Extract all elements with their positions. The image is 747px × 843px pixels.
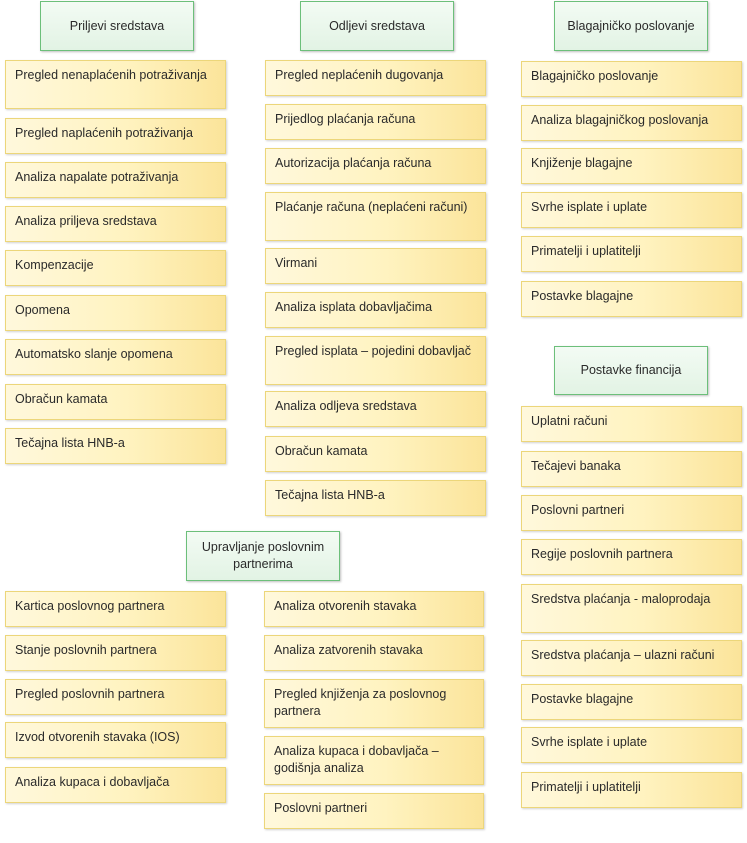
menu-item-partneri-left-2[interactable]: Stanje poslovnih partnera: [5, 635, 226, 671]
menu-item-blagajnicko-4[interactable]: Svrhe isplate i uplate: [521, 192, 742, 228]
menu-item-partneri-right-4[interactable]: Analiza kupaca i dobavljača – godišnja analiza: [264, 736, 484, 785]
menu-item-priljevi-4[interactable]: Analiza priljeva sredstava: [5, 206, 226, 242]
header-upravljanje-poslovnim-partnerima[interactable]: Upravljanje poslovnim partnerima: [186, 531, 340, 581]
menu-item-partneri-right-3[interactable]: Pregled knjiženja za poslovnog partnera: [264, 679, 484, 728]
menu-item-blagajnicko-3[interactable]: Knjiženje blagajne: [521, 148, 742, 184]
header-blagajnicko-poslovanje[interactable]: Blagajničko poslovanje: [554, 1, 708, 51]
menu-item-odljevi-3[interactable]: Autorizacija plaćanja računa: [265, 148, 486, 184]
menu-item-partneri-left-4[interactable]: Izvod otvorenih stavaka (IOS): [5, 722, 226, 758]
menu-item-partneri-left-5[interactable]: Analiza kupaca i dobavljača: [5, 767, 226, 803]
menu-item-postavke-6[interactable]: Sredstva plaćanja – ulazni računi: [521, 640, 742, 676]
menu-item-postavke-9[interactable]: Primatelji i uplatitelji: [521, 772, 742, 808]
menu-item-odljevi-4[interactable]: Plaćanje računa (neplaćeni računi): [265, 192, 486, 241]
menu-item-partneri-right-5[interactable]: Poslovni partneri: [264, 793, 484, 829]
menu-item-postavke-2[interactable]: Tečajevi banaka: [521, 451, 742, 487]
menu-item-priljevi-8[interactable]: Obračun kamata: [5, 384, 226, 420]
menu-item-odljevi-9[interactable]: Obračun kamata: [265, 436, 486, 472]
menu-item-postavke-7[interactable]: Postavke blagajne: [521, 684, 742, 720]
menu-item-odljevi-1[interactable]: Pregled neplaćenih dugovanja: [265, 60, 486, 96]
menu-item-blagajnicko-2[interactable]: Analiza blagajničkog poslovanja: [521, 105, 742, 141]
menu-item-postavke-1[interactable]: Uplatni računi: [521, 406, 742, 442]
menu-item-odljevi-10[interactable]: Tečajna lista HNB-a: [265, 480, 486, 516]
menu-item-odljevi-5[interactable]: Virmani: [265, 248, 486, 284]
menu-item-priljevi-2[interactable]: Pregled naplaćenih potraživanja: [5, 118, 226, 154]
menu-item-odljevi-7[interactable]: Pregled isplata – pojedini dobavljač: [265, 336, 486, 385]
menu-item-blagajnicko-1[interactable]: Blagajničko poslovanje: [521, 61, 742, 97]
menu-item-priljevi-5[interactable]: Kompenzacije: [5, 250, 226, 286]
menu-item-partneri-right-2[interactable]: Analiza zatvorenih stavaka: [264, 635, 484, 671]
menu-item-postavke-8[interactable]: Svrhe isplate i uplate: [521, 727, 742, 763]
menu-item-odljevi-2[interactable]: Prijedlog plaćanja računa: [265, 104, 486, 140]
menu-item-blagajnicko-6[interactable]: Postavke blagajne: [521, 281, 742, 317]
menu-item-partneri-right-1[interactable]: Analiza otvorenih stavaka: [264, 591, 484, 627]
menu-item-partneri-left-3[interactable]: Pregled poslovnih partnera: [5, 679, 226, 715]
menu-item-priljevi-3[interactable]: Analiza napalate potraživanja: [5, 162, 226, 198]
header-priljevi-sredstava[interactable]: Priljevi sredstava: [40, 1, 194, 51]
menu-item-priljevi-9[interactable]: Tečajna lista HNB-a: [5, 428, 226, 464]
menu-item-odljevi-8[interactable]: Analiza odljeva sredstava: [265, 391, 486, 427]
menu-item-postavke-4[interactable]: Regije poslovnih partnera: [521, 539, 742, 575]
menu-item-postavke-5[interactable]: Sredstva plaćanja - maloprodaja: [521, 584, 742, 633]
header-odljevi-sredstava[interactable]: Odljevi sredstava: [300, 1, 454, 51]
menu-item-blagajnicko-5[interactable]: Primatelji i uplatitelji: [521, 236, 742, 272]
menu-item-partneri-left-1[interactable]: Kartica poslovnog partnera: [5, 591, 226, 627]
header-postavke-financija[interactable]: Postavke financija: [554, 346, 708, 395]
menu-item-odljevi-6[interactable]: Analiza isplata dobavljačima: [265, 292, 486, 328]
menu-item-priljevi-6[interactable]: Opomena: [5, 295, 226, 331]
menu-item-priljevi-1[interactable]: Pregled nenaplaćenih potraživanja: [5, 60, 226, 109]
menu-item-priljevi-7[interactable]: Automatsko slanje opomena: [5, 339, 226, 375]
menu-item-postavke-3[interactable]: Poslovni partneri: [521, 495, 742, 531]
